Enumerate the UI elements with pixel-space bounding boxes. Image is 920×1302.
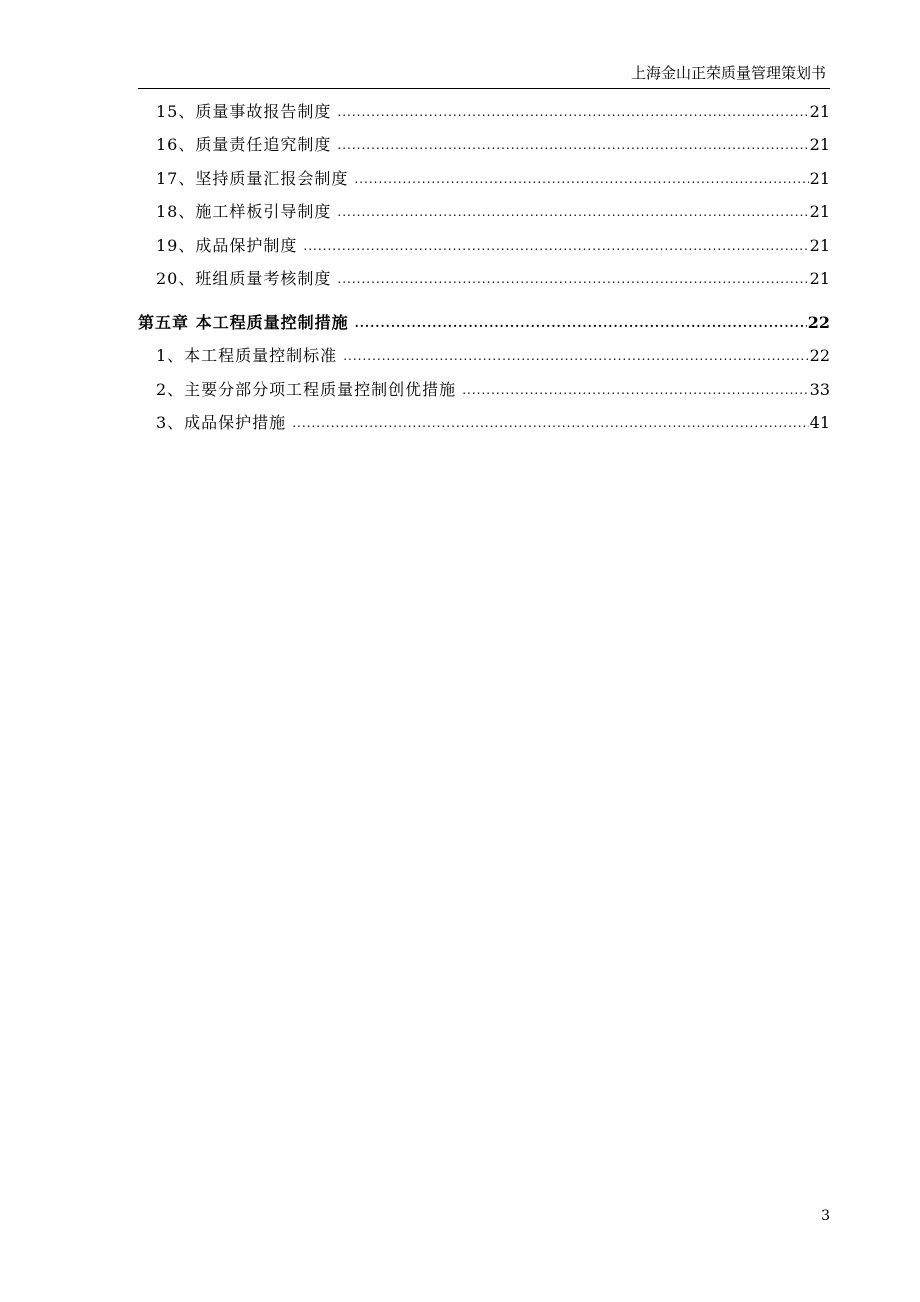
toc-leader-dots xyxy=(337,202,808,222)
toc-entry-page: 21 xyxy=(809,168,830,188)
toc-entry-page: 21 xyxy=(809,101,830,121)
toc-entry-label: 20、班组质量考核制度 xyxy=(156,269,332,288)
toc-entry[interactable] xyxy=(138,155,830,189)
toc-entry[interactable] xyxy=(138,400,830,434)
page-header xyxy=(138,62,830,89)
toc-entry-page: 21 xyxy=(809,202,830,221)
toc-entry-label: 17、坚持质量汇报会制度 xyxy=(156,168,349,188)
toc-entry-label: 18、施工样板引导制度 xyxy=(156,202,332,221)
toc-entry-page: 22 xyxy=(807,312,830,332)
toc-leader-dots xyxy=(337,102,808,122)
toc-entry[interactable] xyxy=(138,222,830,256)
toc-leader-dots xyxy=(355,313,807,333)
toc-chapter-entry[interactable] xyxy=(138,299,830,333)
toc-leader-dots xyxy=(337,269,808,289)
toc-entry-page: 33 xyxy=(809,379,830,399)
toc-entry[interactable] xyxy=(138,88,830,122)
toc-entry-label: 15、质量事故报告制度 xyxy=(156,101,332,121)
toc-entry-label: 第五章 本工程质量控制措施 xyxy=(138,312,349,332)
toc-leader-dots xyxy=(354,169,808,189)
toc-entry-label: 1、本工程质量控制标准 xyxy=(156,346,338,365)
toc-entry-page: 21 xyxy=(809,135,830,154)
toc-entry[interactable] xyxy=(138,333,830,367)
toc-entry-label: 16、质量责任追究制度 xyxy=(156,135,332,154)
toc-entry-label: 19、成品保护制度 xyxy=(156,235,298,255)
page-number: 3 xyxy=(821,1208,830,1224)
toc-leader-dots xyxy=(343,346,808,366)
toc-entry[interactable] xyxy=(138,122,830,156)
toc-leader-dots xyxy=(292,413,808,433)
toc-entry[interactable] xyxy=(138,366,830,400)
table-of-contents xyxy=(138,88,830,433)
header-title: 上海金山正荣质量管理策划书 xyxy=(630,64,826,82)
toc-leader-dots xyxy=(462,380,808,400)
toc-leader-dots xyxy=(303,236,808,256)
toc-entry-page: 21 xyxy=(809,235,830,255)
toc-entry[interactable] xyxy=(138,189,830,223)
toc-leader-dots xyxy=(337,135,808,155)
toc-entry-label: 2、主要分部分项工程质量控制创优措施 xyxy=(156,379,457,399)
toc-entry-label: 3、成品保护措施 xyxy=(156,413,287,432)
toc-entry[interactable] xyxy=(138,256,830,290)
toc-entry-page: 21 xyxy=(809,269,830,288)
toc-entry-page: 41 xyxy=(809,413,830,432)
toc-entry-page: 22 xyxy=(809,346,830,365)
